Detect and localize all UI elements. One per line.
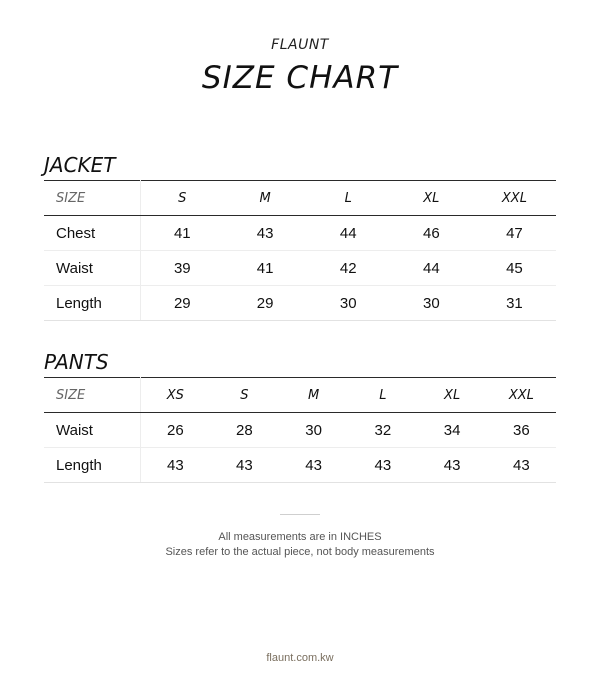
- table-cell: 30: [279, 413, 348, 448]
- jacket-size-header: XXL: [473, 181, 556, 216]
- pants-header-row: [44, 378, 556, 413]
- jacket-section-title: JACKET: [44, 153, 116, 177]
- table-cell: 44: [307, 216, 390, 251]
- table-cell: 39: [141, 251, 224, 286]
- table-row: [44, 448, 556, 483]
- table-cell: 29: [224, 286, 307, 321]
- table-row: [44, 216, 556, 251]
- sizing-note: Sizes refer to the actual piece, not body measurements: [165, 546, 435, 558]
- jacket-size-table: [44, 180, 556, 321]
- table-cell: 32: [348, 413, 417, 448]
- pants-size-header: XS: [141, 378, 210, 413]
- pants-header-label: SIZE: [44, 378, 141, 413]
- jacket-size-header: L: [307, 181, 390, 216]
- pants-size-header: M: [279, 378, 348, 413]
- table-cell: 43: [279, 448, 348, 483]
- jacket-header-label: SIZE: [44, 181, 141, 216]
- page-title: SIZE CHART: [201, 60, 399, 96]
- table-cell: 34: [418, 413, 487, 448]
- row-label: Chest: [44, 216, 141, 251]
- pants-size-header: L: [348, 378, 417, 413]
- row-label: Waist: [44, 413, 141, 448]
- table-cell: 47: [473, 216, 556, 251]
- table-row: [44, 286, 556, 321]
- footer-url: flaunt.com.kw: [266, 652, 334, 664]
- table-cell: 31: [473, 286, 556, 321]
- pants-section-title: PANTS: [44, 350, 109, 374]
- measurement-note: All measurements are in INCHES: [218, 531, 382, 543]
- brand-name: FLAUNT: [271, 37, 329, 53]
- table-cell: 43: [418, 448, 487, 483]
- pants-size-table: [44, 377, 556, 483]
- row-label: Waist: [44, 251, 141, 286]
- table-cell: 45: [473, 251, 556, 286]
- pants-size-header: XXL: [487, 378, 556, 413]
- table-cell: 43: [348, 448, 417, 483]
- table-cell: 30: [307, 286, 390, 321]
- row-label: Length: [44, 286, 141, 321]
- table-cell: 26: [141, 413, 210, 448]
- table-cell: 43: [487, 448, 556, 483]
- pants-size-header: S: [210, 378, 279, 413]
- table-cell: 29: [141, 286, 224, 321]
- table-cell: 42: [307, 251, 390, 286]
- jacket-header-row: [44, 181, 556, 216]
- jacket-size-header: S: [141, 181, 224, 216]
- table-cell: 41: [224, 251, 307, 286]
- table-cell: 43: [141, 448, 210, 483]
- table-cell: 43: [210, 448, 279, 483]
- table-cell: 36: [487, 413, 556, 448]
- table-row: [44, 251, 556, 286]
- row-label: Length: [44, 448, 141, 483]
- table-cell: 30: [390, 286, 473, 321]
- jacket-size-header: M: [224, 181, 307, 216]
- pants-size-header: XL: [418, 378, 487, 413]
- table-row: [44, 413, 556, 448]
- table-cell: 28: [210, 413, 279, 448]
- table-cell: 41: [141, 216, 224, 251]
- table-cell: 46: [390, 216, 473, 251]
- table-cell: 44: [390, 251, 473, 286]
- jacket-size-header: XL: [390, 181, 473, 216]
- divider: [280, 514, 320, 515]
- table-cell: 43: [224, 216, 307, 251]
